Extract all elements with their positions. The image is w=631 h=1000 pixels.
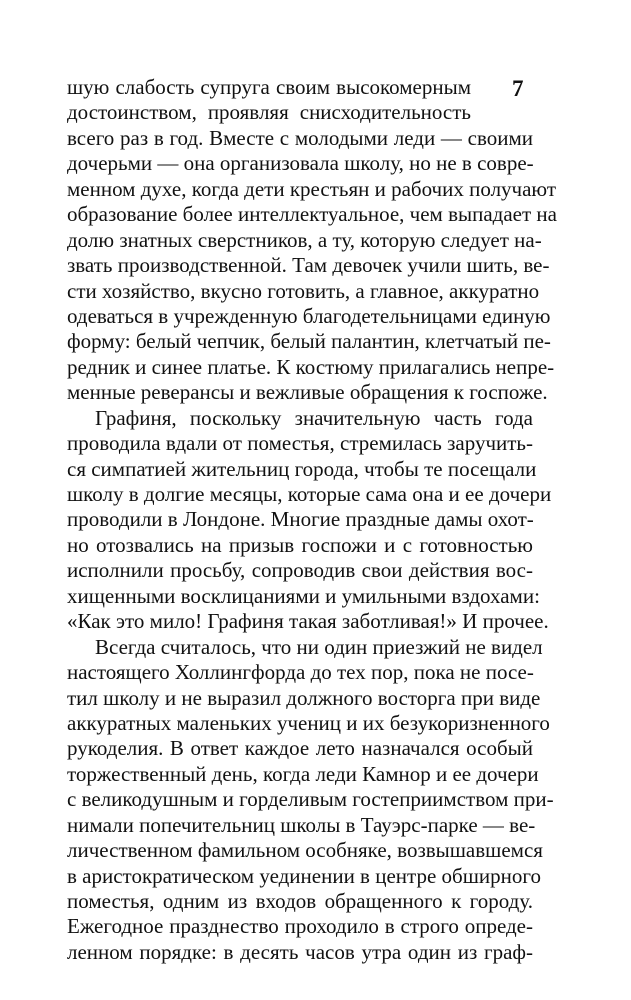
text-line: сти хозяйство, вкусно готовить, а главное, аккуратно [67, 278, 540, 303]
text-line: исполнили просьбу, сопроводив свои действия вос- [67, 558, 533, 583]
text-line: тил школу и не выразил должного восторга при виде [67, 685, 541, 710]
text-line: ся симпатией жительниц города, чтобы те посещали [67, 456, 537, 481]
text-line: менные реверансы и вежливые обращения к госпоже. [67, 380, 548, 405]
text-line: школу в долгие месяцы, которые сама она и ее дочери [67, 482, 552, 506]
text-line: рукоделия. В ответ каждое лето назначался особый [67, 736, 533, 761]
text-line: Ежегодное празднество проходило в строго опреде- [67, 914, 533, 939]
text-line: в аристократическом уединении в центре обширного [67, 863, 541, 888]
text-line: образование более интеллектуальное, чем выпадает на [67, 202, 557, 227]
text-line: поместья, одним из входов обращенного к городу. [67, 889, 533, 913]
text-line: нимали попечительниц школы в Тауэрс-парке — ве- [67, 812, 536, 837]
text-line: одеваться в учрежденную благодетельницами единую [67, 303, 551, 328]
text-line: шую слабость супруга своим высокомерным [67, 75, 471, 99]
text-line: торжественный день, когда леди Камнор и ее дочери [67, 761, 539, 786]
text-line: менном духе, когда дети крестьян и рабочих получают [67, 176, 557, 201]
text-line: личественном фамильном особняке, возвышавшемся [67, 838, 543, 863]
text-line: всего раз в год. Вместе с молодыми леди — своими [67, 125, 533, 150]
text-line: настоящего Холлингфорда до тех пор, пока не посе- [67, 660, 534, 685]
text-line: с великодушным и горделивым гостеприимством при- [67, 787, 554, 812]
paragraph-first-line: Всегда считалось, что ни один приезжий не видел [95, 634, 543, 659]
text-line: аккуратных маленьких учениц и их безукоризненного [67, 710, 550, 735]
text-line: достоинством, проявляя снисходительность [67, 100, 471, 125]
text-line: проводили в Лондоне. Многие праздные дамы охот- [67, 507, 534, 532]
text-line: «Как это мило! Графиня такая заботливая!» И прочее. [67, 609, 549, 634]
text-line: звать производственной. Там девочек учили шить, ве- [67, 253, 550, 278]
text-line: долю знатных сверстников, а ту, которую следует на- [67, 227, 542, 252]
body-text [67, 75, 557, 965]
text-line: проводила вдали от поместья, стремилась заручить- [67, 431, 533, 456]
paragraph-first-line: Графиня, поскольку значительную часть года [95, 405, 533, 430]
text-line: форму: белый чепчик, белый палантин, клетчатый пе- [67, 329, 551, 354]
text-line: редник и синее платье. К костюму прилагались непре- [67, 354, 555, 379]
text-line: дочерьми — она организовала школу, но не в совре- [67, 151, 534, 176]
page-number: 7 [512, 76, 524, 101]
text-line: хищенными восклицаниями и умильными вздохами: [67, 583, 540, 608]
text-line: но отозвались на призыв госпожи и с готовностью [67, 532, 533, 557]
text-line: ленном порядке: в десять часов утра один из граф- [67, 939, 533, 964]
